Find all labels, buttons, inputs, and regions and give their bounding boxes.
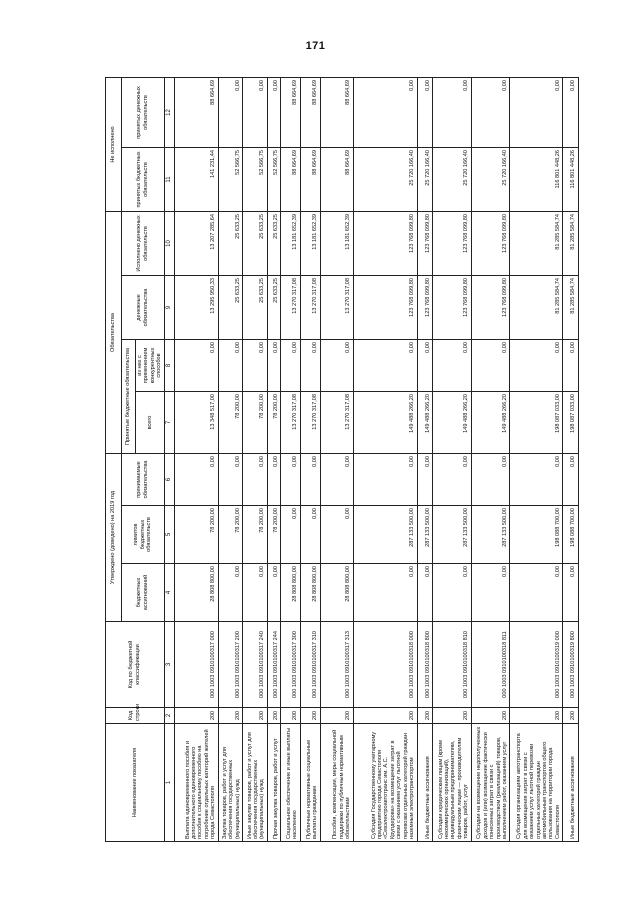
table-row (433, 77, 472, 841)
row-code: 200 (320, 708, 353, 724)
row-kbk: 000 1003 0910100318 800 (417, 622, 432, 708)
row-limits: 78 200,00 (267, 506, 280, 564)
row-executed: 123 768 099,80 (433, 211, 472, 275)
row-executed: 25 633,25 (218, 211, 243, 275)
row-kbk: 000 1003 0910100317 000 (174, 622, 218, 708)
row-monetary: 13 270 317,08 (320, 275, 353, 339)
header-executed: Исполнено денежных обязательств (122, 211, 165, 275)
row-not-exec-budget: 52 566,75 (267, 147, 280, 211)
column-number: 10 (164, 211, 174, 275)
row-monetary: 25 633,25 (267, 275, 280, 339)
column-number: 6 (164, 453, 174, 505)
row-executed: 13 181 652,39 (281, 211, 301, 275)
row-name: Пособия, компенсации, меры социальной поддержки по публичным нормативным обязательствам (320, 724, 353, 842)
header-accepted-obligations: принимаемые обязательства (122, 453, 165, 505)
row-name: Публичные нормативные социальные выплаты гражданам (300, 724, 320, 842)
header-not-executed: Не исполнено (106, 77, 122, 211)
row-competitive: 0,00 (320, 339, 353, 391)
report-frame (105, 78, 575, 842)
row-not-exec-monetary: 0,00 (218, 77, 243, 147)
row-accepted-obligations: 0,00 (243, 453, 268, 505)
column-number: 8 (164, 339, 174, 391)
row-accepted-total: 78 200,00 (218, 391, 243, 453)
row-competitive: 0,00 (300, 339, 320, 391)
row-accepted-obligations: 0,00 (300, 453, 320, 505)
row-name: Закупка товаров, работ и услуг для обеспечения государственных (муниципальных) нужд (218, 724, 243, 842)
table-row (417, 77, 432, 841)
row-code: 200 (174, 708, 218, 724)
row-budget-assignments: 28 808 800,00 (300, 564, 320, 622)
row-accepted-obligations: 0,00 (471, 453, 510, 505)
row-accepted-obligations: 0,00 (353, 453, 417, 505)
header-code-line: Код строки (106, 708, 165, 724)
row-name: Субсидия Государственному унитарному предприятию города Севастополя «Севэлектроавтотранс им. А.С. Крупдерова» на возмещение затрат в связи с оказанием услуг льготной перевозки отдельных категорий граждан наземным электротранспортом (353, 724, 417, 842)
row-executed: 25 633,25 (243, 211, 268, 275)
table-row (471, 77, 510, 841)
row-not-exec-monetary: 0,00 (243, 77, 268, 147)
row-not-exec-monetary: 0,00 (353, 77, 417, 147)
row-kbk: 000 1003 0910100318 000 (353, 622, 417, 708)
row-kbk: 000 1003 0910100319 000 (510, 622, 563, 708)
row-budget-assignments: 0,00 (353, 564, 417, 622)
table-row (510, 77, 563, 841)
row-not-exec-budget: 88 664,69 (281, 147, 301, 211)
row-not-exec-monetary: 88 664,69 (320, 77, 353, 147)
row-monetary: 81 285 584,74 (563, 275, 579, 339)
header-total: всего (136, 391, 165, 453)
row-limits: 78 200,00 (243, 506, 268, 564)
row-executed: 123 768 099,80 (471, 211, 510, 275)
row-not-exec-monetary: 0,00 (417, 77, 432, 147)
header-accepted-budget: Принятые бюджетные обязательства (122, 339, 136, 453)
row-monetary: 123 768 099,80 (433, 275, 472, 339)
row-not-exec-budget: 141 231,44 (174, 147, 218, 211)
row-accepted-total: 13 348 517,00 (174, 391, 218, 453)
table-row (281, 77, 301, 841)
row-not-exec-monetary: 88 664,69 (300, 77, 320, 147)
row-not-exec-budget: 88 664,69 (320, 147, 353, 211)
table-row (563, 77, 579, 841)
column-number: 1 (164, 724, 174, 842)
row-budget-assignments: 0,00 (433, 564, 472, 622)
row-kbk: 000 1003 0910100317 300 (281, 622, 301, 708)
column-number: 9 (164, 275, 174, 339)
column-number: 12 (164, 77, 174, 147)
row-not-exec-budget: 116 801 448,26 (510, 147, 563, 211)
row-code: 200 (353, 708, 417, 724)
table-row (320, 77, 353, 841)
row-limits: 0,00 (300, 506, 320, 564)
row-code: 200 (417, 708, 432, 724)
row-competitive: 0,00 (281, 339, 301, 391)
row-monetary: 123 768 099,80 (417, 275, 432, 339)
column-number: 7 (164, 391, 174, 453)
row-accepted-obligations: 0,00 (510, 453, 563, 505)
row-monetary: 123 768 099,80 (353, 275, 417, 339)
row-executed: 123 768 099,80 (417, 211, 432, 275)
row-competitive: 0,00 (471, 339, 510, 391)
row-not-exec-monetary: 88 664,69 (281, 77, 301, 147)
row-code: 200 (243, 708, 268, 724)
row-name: Прочая закупка товаров, работ и услуг (267, 724, 280, 842)
row-executed: 25 633,25 (267, 211, 280, 275)
page-number: 171 (305, 40, 326, 52)
row-not-exec-monetary: 0,00 (267, 77, 280, 147)
row-competitive: 0,00 (417, 339, 432, 391)
row-limits: 78 200,00 (174, 506, 218, 564)
row-budget-assignments: 28 808 800,00 (320, 564, 353, 622)
row-monetary: 25 633,25 (218, 275, 243, 339)
row-accepted-obligations: 0,00 (563, 453, 579, 505)
row-monetary: 123 768 099,80 (471, 275, 510, 339)
row-code: 200 (433, 708, 472, 724)
row-executed: 13 181 652,39 (300, 211, 320, 275)
row-name: Субсидия организациям автотранспорта для возмещения затрат в связи с оказанием услуг льготной перевозки отдельных категорий граждан автомобильным транспортом общего пользования на территории города Севастополя (510, 724, 563, 842)
row-limits: 0,00 (281, 506, 301, 564)
row-limits: 198 088 700,00 (510, 506, 563, 564)
row-competitive: 0,00 (218, 339, 243, 391)
row-not-exec-monetary: 0,00 (563, 77, 579, 147)
row-not-exec-monetary: 88 664,69 (174, 77, 218, 147)
row-name: Социальное обеспечение и иные выплаты населению (281, 724, 301, 842)
row-budget-assignments: 0,00 (471, 564, 510, 622)
row-budget-assignments: 28 808 800,00 (174, 564, 218, 622)
header-name: Наименование показателя (106, 724, 165, 842)
row-budget-assignments: 28 808 800,00 (281, 564, 301, 622)
row-kbk: 000 1003 0910100318 811 (471, 622, 510, 708)
row-not-exec-budget: 116 801 448,26 (563, 147, 579, 211)
row-monetary: 13 270 317,08 (281, 275, 301, 339)
table-row (353, 77, 417, 841)
row-competitive: 0,00 (174, 339, 218, 391)
row-name: Субсидии юридическим лицам (кроме некоммерческих организаций), индивидуальным предпринимателям, физическим лицам — производителям товаров, работ, услуг (433, 724, 472, 842)
row-code: 200 (471, 708, 510, 724)
header-not-exec-budget: принятых бюджетных обязательств (122, 147, 165, 211)
row-monetary: 81 285 584,74 (510, 275, 563, 339)
table-row (300, 77, 320, 841)
row-not-exec-budget: 52 566,75 (218, 147, 243, 211)
header-not-exec-monetary: принятых денежных обязательств (122, 77, 165, 147)
row-accepted-obligations: 0,00 (417, 453, 432, 505)
header-approved: Утверждено (доведено) на 2019 год (106, 453, 122, 621)
row-name: Субсидии на возмещение недополученных доходов и (или) возмещение фактически понесенных затрат в связи с производством (реализацией) товаров, выполнением работ, оказанием услуг (471, 724, 510, 842)
table-row (243, 77, 268, 841)
row-name: Иные бюджетные ассигнования (563, 724, 579, 842)
row-code: 200 (300, 708, 320, 724)
row-not-exec-monetary: 0,00 (510, 77, 563, 147)
table-row (267, 77, 280, 841)
row-code: 200 (281, 708, 301, 724)
row-competitive: 0,00 (243, 339, 268, 391)
row-competitive: 0,00 (433, 339, 472, 391)
row-not-exec-budget: 25 720 166,40 (471, 147, 510, 211)
header-competitive: из них с применением конкурентных способов (136, 339, 165, 391)
row-code: 200 (510, 708, 563, 724)
row-not-exec-budget: 25 720 166,40 (353, 147, 417, 211)
row-accepted-total: 198 087 033,00 (510, 391, 563, 453)
row-kbk: 000 1003 0910100317 240 (243, 622, 268, 708)
header-code-class: Код по бюджетной классификации (106, 622, 165, 708)
table-row (218, 77, 243, 841)
row-not-exec-monetary: 0,00 (471, 77, 510, 147)
row-budget-assignments: 0,00 (510, 564, 563, 622)
row-kbk: 000 1003 0910100317 310 (300, 622, 320, 708)
header-obligations: Обязательства (106, 211, 122, 453)
row-limits: 78 200,00 (218, 506, 243, 564)
row-accepted-obligations: 0,00 (218, 453, 243, 505)
row-budget-assignments: 0,00 (218, 564, 243, 622)
row-accepted-total: 198 087 033,00 (563, 391, 579, 453)
table-row (174, 77, 218, 841)
row-executed: 123 768 099,80 (353, 211, 417, 275)
row-not-exec-budget: 52 566,75 (243, 147, 268, 211)
row-accepted-obligations: 0,00 (267, 453, 280, 505)
row-accepted-total: 13 270 317,08 (281, 391, 301, 453)
row-limits: 287 133 500,00 (433, 506, 472, 564)
row-kbk: 000 1003 0910100319 800 (563, 622, 579, 708)
row-budget-assignments: 0,00 (267, 564, 280, 622)
row-kbk: 000 1003 0910100317 313 (320, 622, 353, 708)
row-accepted-total: 149 488 266,20 (417, 391, 432, 453)
row-monetary: 13 295 950,33 (174, 275, 218, 339)
row-kbk: 000 1003 0910100317 200 (218, 622, 243, 708)
row-monetary: 25 633,25 (243, 275, 268, 339)
row-accepted-total: 149 488 266,20 (353, 391, 417, 453)
row-executed: 13 207 285,64 (174, 211, 218, 275)
row-name: Иные закупки товаров, работ и услуг для обеспечения государственных (муниципальных) нужд (243, 724, 268, 842)
header-monetary: денежные обязательства (122, 275, 165, 339)
row-monetary: 13 270 317,08 (300, 275, 320, 339)
row-competitive: 0,00 (353, 339, 417, 391)
row-kbk: 000 1003 0910100318 810 (433, 622, 472, 708)
row-name: Выплата единовременного пособия и дополнительного единовременного пособия к социальному пособию на погребение отдельных категорий жителей города Севастополя (174, 724, 218, 842)
row-limits: 287 133 500,00 (353, 506, 417, 564)
column-number: 3 (164, 622, 174, 708)
row-limits: 287 133 500,00 (417, 506, 432, 564)
row-not-exec-budget: 88 664,69 (300, 147, 320, 211)
rotated-report (105, 78, 575, 842)
row-executed: 81 285 584,74 (510, 211, 563, 275)
row-executed: 13 181 652,39 (320, 211, 353, 275)
column-number: 5 (164, 506, 174, 564)
table-body (174, 77, 578, 841)
row-code: 200 (267, 708, 280, 724)
budget-execution-table (105, 77, 579, 842)
row-not-exec-budget: 25 720 166,40 (433, 147, 472, 211)
row-accepted-total: 13 270 317,08 (300, 391, 320, 453)
row-code: 200 (218, 708, 243, 724)
row-accepted-total: 78 200,00 (267, 391, 280, 453)
column-number: 4 (164, 564, 174, 622)
header-limits: лимитов бюджетных обязательств (122, 506, 165, 564)
row-code: 200 (563, 708, 579, 724)
row-executed: 81 285 584,74 (563, 211, 579, 275)
row-competitive: 0,00 (510, 339, 563, 391)
row-accepted-obligations: 0,00 (433, 453, 472, 505)
row-accepted-obligations: 0,00 (174, 453, 218, 505)
row-kbk: 000 1003 0910100317 244 (267, 622, 280, 708)
row-name: Иные бюджетные ассигнования (417, 724, 432, 842)
row-budget-assignments: 0,00 (563, 564, 579, 622)
row-limits: 0,00 (320, 506, 353, 564)
column-number: 11 (164, 147, 174, 211)
row-not-exec-monetary: 0,00 (433, 77, 472, 147)
row-competitive: 0,00 (267, 339, 280, 391)
row-accepted-total: 78 200,00 (243, 391, 268, 453)
row-accepted-total: 149 488 266,20 (471, 391, 510, 453)
row-limits: 198 088 700,00 (563, 506, 579, 564)
row-budget-assignments: 0,00 (417, 564, 432, 622)
row-accepted-total: 13 270 317,08 (320, 391, 353, 453)
row-accepted-obligations: 0,00 (320, 453, 353, 505)
column-number: 2 (164, 708, 174, 724)
row-accepted-total: 149 488 266,20 (433, 391, 472, 453)
row-not-exec-budget: 25 720 166,40 (417, 147, 432, 211)
row-budget-assignments: 0,00 (243, 564, 268, 622)
row-accepted-obligations: 0,00 (281, 453, 301, 505)
row-limits: 287 133 500,00 (471, 506, 510, 564)
row-competitive: 0,00 (563, 339, 579, 391)
header-budget-assignments: бюджетных ассигнований (122, 564, 165, 622)
